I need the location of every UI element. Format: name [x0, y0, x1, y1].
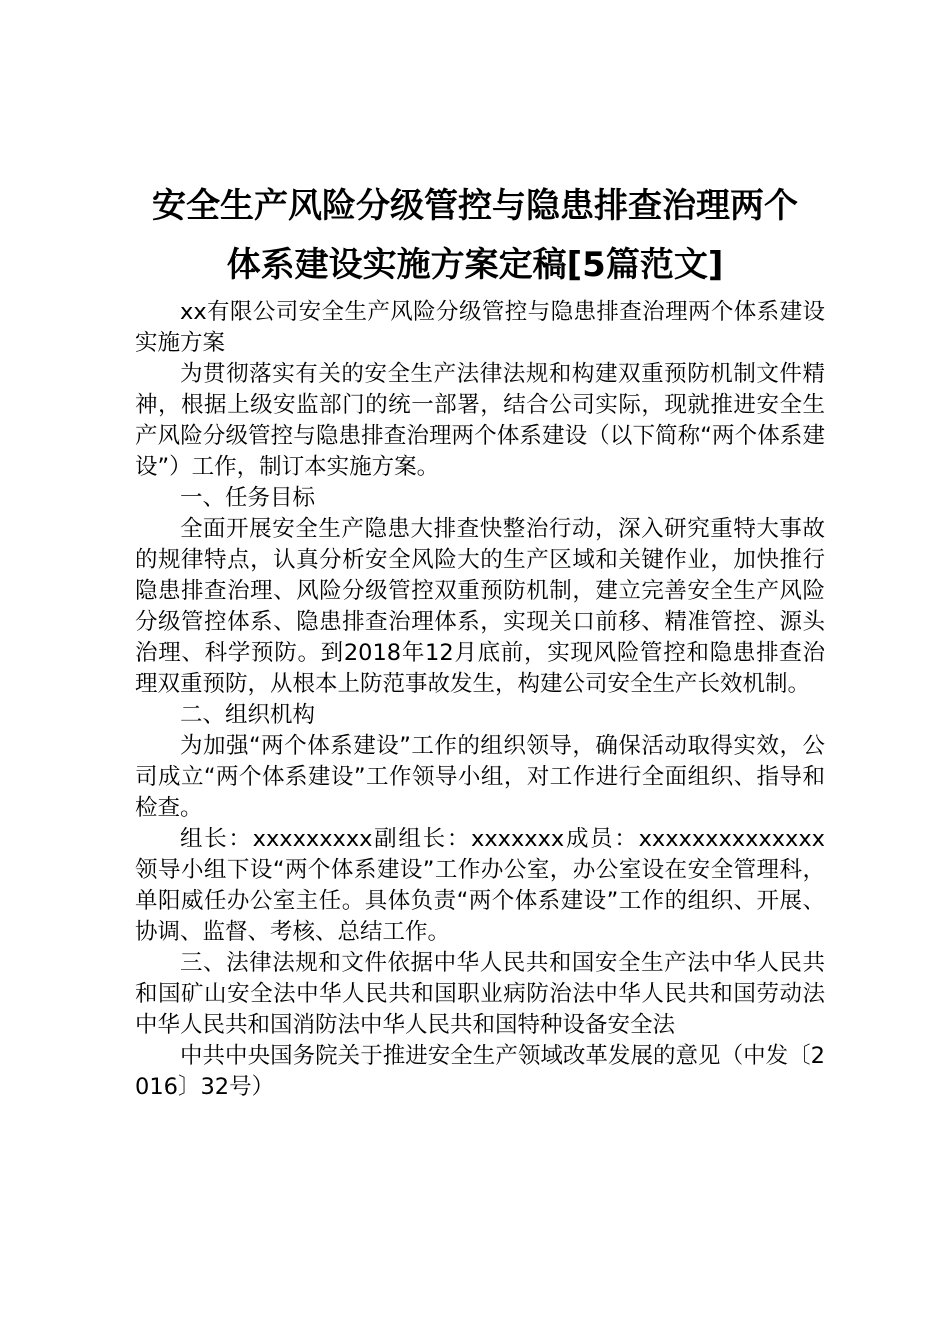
section-heading-task-goal: 一、任务目标 [180, 485, 316, 511]
document-body [135, 297, 825, 1103]
paragraph-task-goal: 全面开展安全生产隐患大排查快整治行动，深入研究重特大事故的规律特点，认真分析安全风险大的生产区域和关键作业，加快推行隐患排查治理、风险分级管控双重预防机制，建立完善安全生产风险分级管控体系、隐患排查治理体系，实现关口前移、精准管控、源头治理、科学预防。到2018年12月底前，实现风险管控和隐患排查治理双重预防，从根本上防范事故发生，构建公司安全生产长效机制。 [135, 516, 825, 697]
section-heading-organization: 二、组织机构 [180, 702, 316, 728]
paragraph-intro: 为贯彻落实有关的安全生产法律法规和构建双重预防机制文件精神，根据上级安监部门的统一部署，结合公司实际，现就推进安全生产风险分级管控与隐患排查治理两个体系建设（以下简称“两个体系建设”）工作，制订本实施方案。 [135, 361, 825, 480]
paragraph-heading-company-plan: xx有限公司安全生产风险分级管控与隐患排查治理两个体系建设实施方案 [135, 299, 825, 356]
paragraph-central-opinion: 中共中央国务院关于推进安全生产领域改革发展的意见（中发〔2016〕32号） [135, 1043, 825, 1100]
paragraph-team-members: 组长：xxxxxxxxx副组长：xxxxxxx成员：xxxxxxxxxxxxxx领导小组下设“两个体系建设”工作办公室，办公室设在安全管理科，单阳威任办公室主任。具体负责“两个体系建设”工作的组织、开展、协调、监督、考核、总结工作。 [135, 826, 825, 945]
document-title-line-2: 体系建设实施方案定稿[5篇范文] [226, 245, 724, 285]
document-title-line-1: 安全生产风险分级管控与隐患排查治理两个 [152, 186, 798, 226]
paragraph-organization: 为加强“两个体系建设”工作的组织领导，确保活动取得实效，公司成立“两个体系建设”工作领导小组，对工作进行全面组织、指导和检查。 [135, 733, 825, 821]
paragraph-legal-basis: 三、法律法规和文件依据中华人民共和国安全生产法中华人民共和国矿山安全法中华人民共和国职业病防治法中华人民共和国劳动法中华人民共和国消防法中华人民共和国特种设备安全法 [135, 950, 825, 1038]
